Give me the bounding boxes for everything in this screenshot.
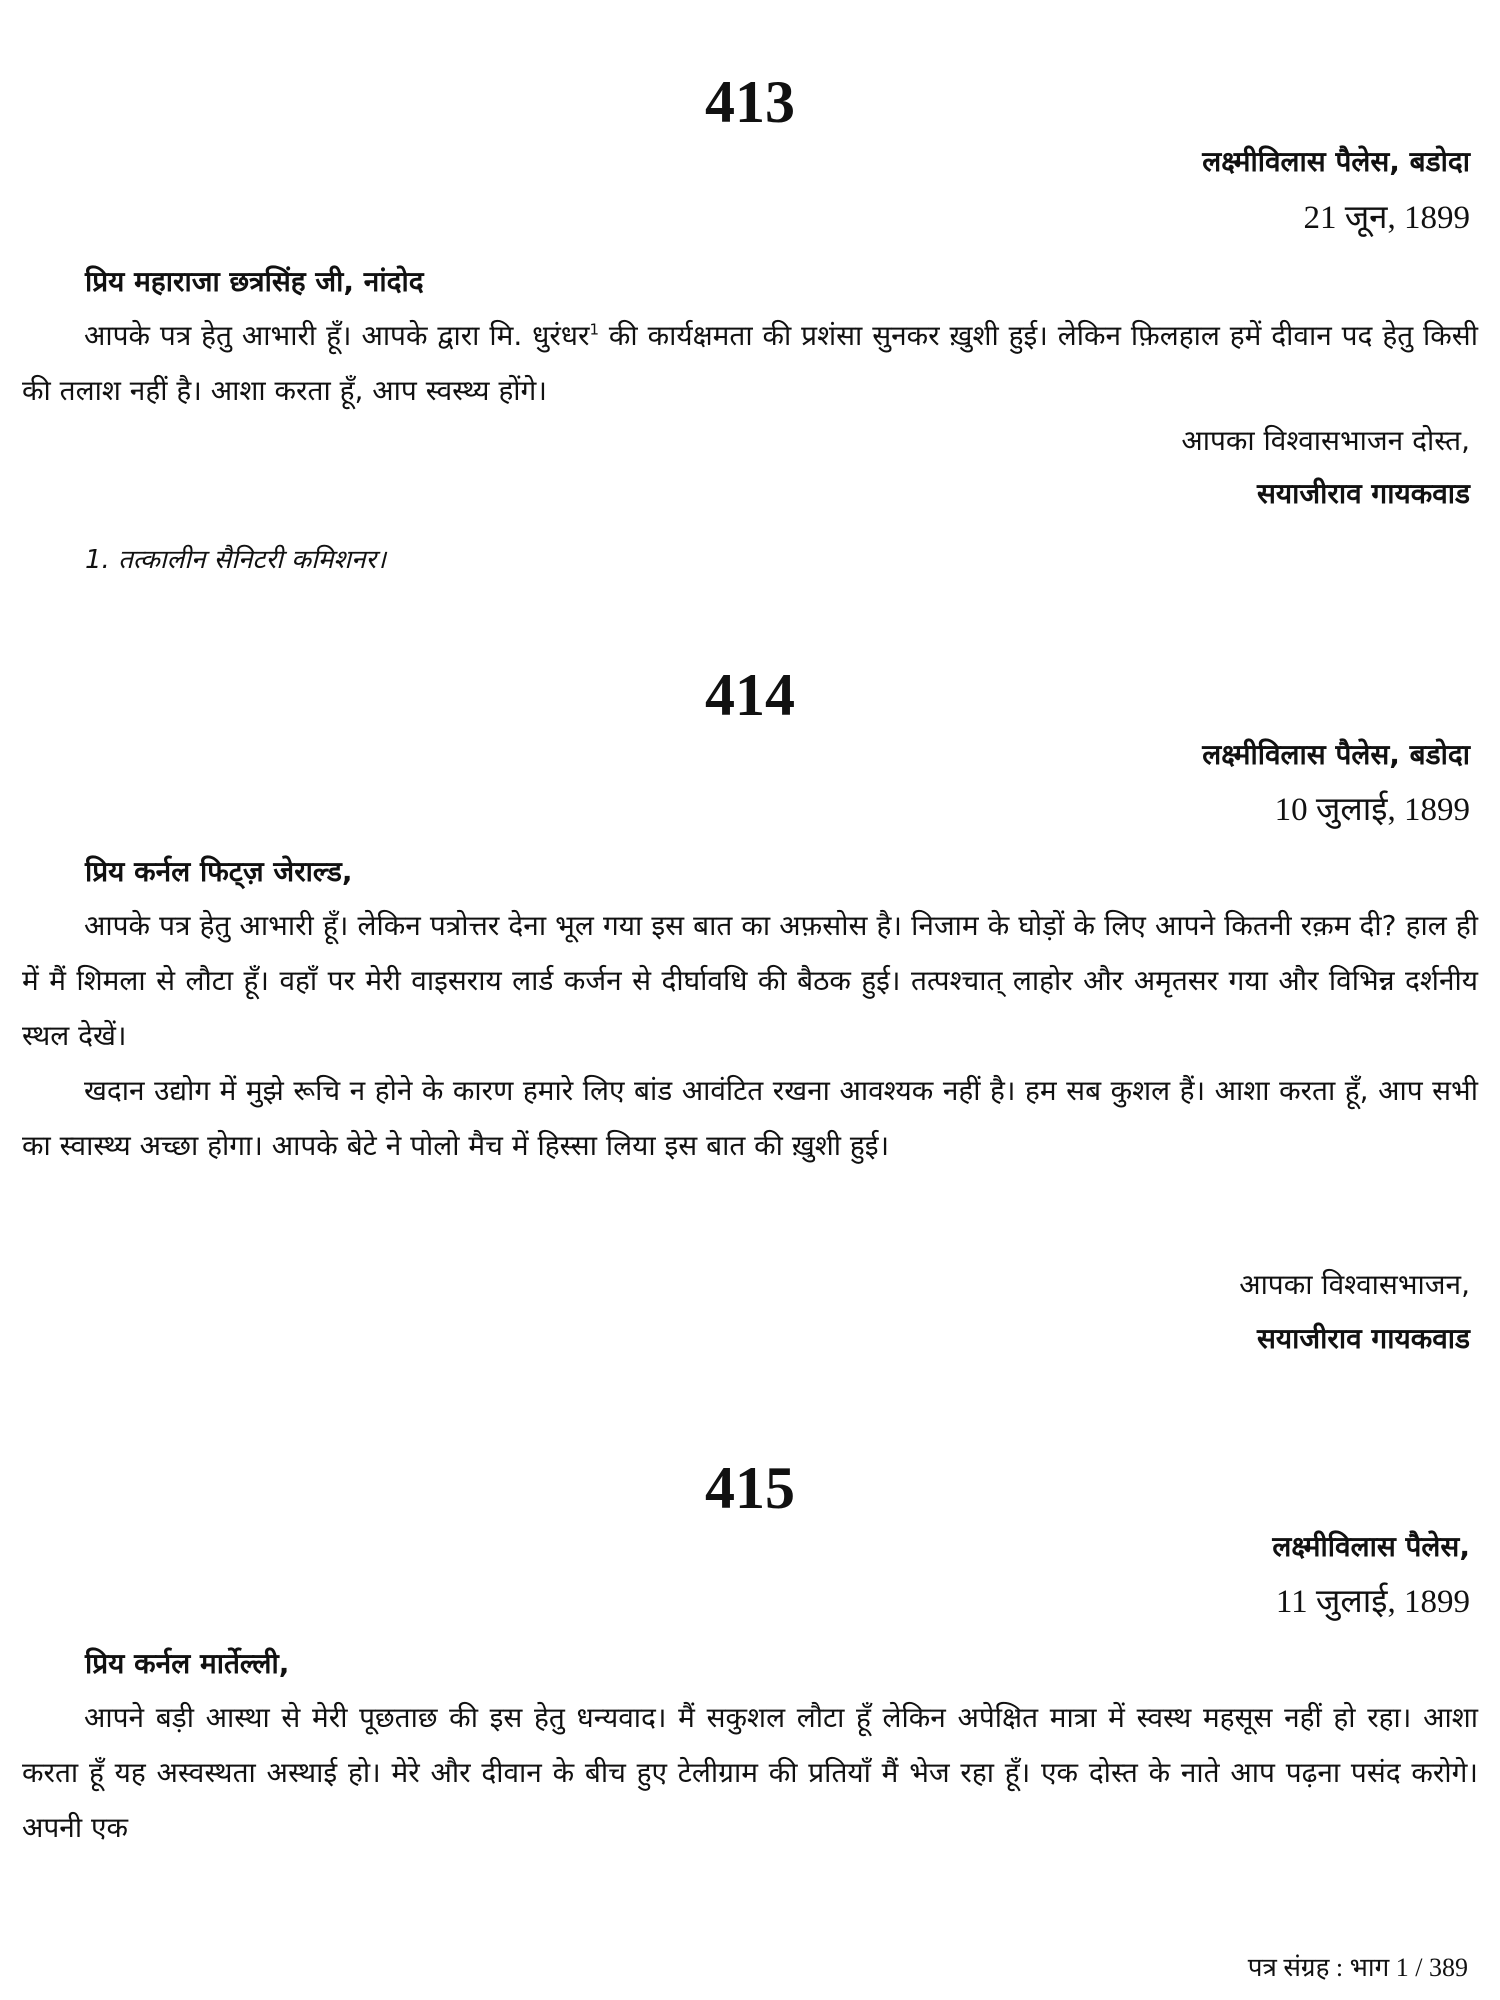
letter-salutation: प्रिय कर्नल फिट्ज़ जेराल्ड, [85,855,353,888]
letter-body [22,898,1478,1173]
letter-salutation: प्रिय महाराजा छत्रसिंह जी, नांदोद [85,265,424,298]
letter-paragraph: आपके पत्र हेतु आभारी हूँ। लेकिन पत्रोत्तर देना भूल गया इस बात का अफ़सोस है। निजाम के घोड़ों के लिए आपने कितनी रक़म दी? हाल ही में मैं शिमला से लौटा हूँ। वहाँ पर मेरी वाइसराय लार्ड कर्जन से दीर्घावधि की बैठक हुई। तत्पश्चात् लाहोर और अमृतसर गया और विभिन्न दर्शनीय स्थल देखें। [22,909,1478,1052]
footnote-ref: 1 [589,320,600,339]
letter-number: 415 [705,1455,795,1521]
letter-body [22,308,1478,418]
letter-paragraph [22,308,1478,418]
paragraph-text: की कार्यक्षमता की प्रशंसा सुनकर ख़ुशी हुई। लेकिन फ़िलहाल हमें दीवान पद हेतु किसी की तलाश नहीं है। आशा करता हूँ, आप स्वस्थ्य होंगे। [22,319,1478,407]
letter-signature: सयाजीराव गायकवाड [1256,1322,1470,1355]
letter-place: लक्ष्मीविलास पैलेस, [1272,1530,1470,1563]
letter-number: 414 [705,662,795,728]
letter-paragraph: खदान उद्योग में मुझे रूचि न होने के कारण हमारे लिए बांड आवंटित रखना आवश्यक नहीं है। हम सब कुशल हैं। आशा करता हूँ, आप सभी का स्वास्थ्य अच्छा होगा। आपके बेटे ने पोलो मैच में हिस्सा लिया इस बात की ख़ुशी हुई। [22,1074,1478,1162]
letter-closing: आपका विश्वासभाजन, [1239,1268,1470,1301]
letter-salutation: प्रिय कर्नल मार्तेल्ली, [85,1647,290,1680]
footnote: 1. तत्कालीन सैनिटरी कमिशनर। [85,545,386,575]
letter-number: 413 [705,69,795,135]
letter-date: 21 जून, 1899 [1303,200,1470,236]
paragraph-text: आपके पत्र हेतु आभारी हूँ। आपके द्वारा मि. धुरंधर [84,319,590,352]
letter-place: लक्ष्मीविलास पैलेस, बडोदा [1202,738,1470,771]
letter-body [22,1690,1478,1855]
letter-paragraph: आपने बड़ी आस्था से मेरी पूछताछ की इस हेतु धन्यवाद। मैं सकुशल लौटा हूँ लेकिन अपेक्षित मात्रा में स्वस्थ महसूस नहीं हो रहा। आशा करता हूँ यह अस्वस्थता अस्थाई हो। मेरे और दीवान के बीच हुए टेलीग्राम की प्रतियाँ मैं भेज रहा हूँ। एक दोस्त के नाते आप पढ़ना पसंद करोगे। अपनी एक [22,1701,1478,1844]
letter-date: 11 जुलाई, 1899 [1275,1584,1470,1620]
letter-signature: सयाजीराव गायकवाड [1256,477,1470,510]
letter-place: लक्ष्मीविलास पैलेस, बडोदा [1202,145,1470,178]
letter-date: 10 जुलाई, 1899 [1274,792,1470,828]
page-footer: पत्र संग्रह : भाग 1 / 389 [1247,1953,1468,1982]
letter-closing: आपका विश्वासभाजन दोस्त, [1181,424,1470,457]
